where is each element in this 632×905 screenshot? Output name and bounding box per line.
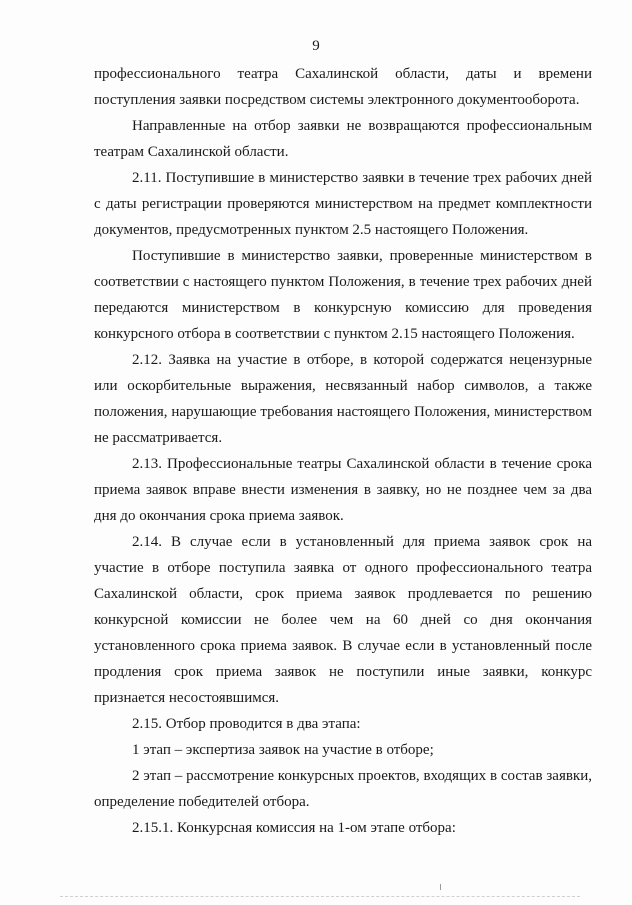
paragraph-2-15-1: 2.15.1. Конкурсная комиссия на 1-ом этапе отбора: [132, 820, 456, 836]
paragraph-returned-applications: Направленные на отбор заявки не возвращаются профессиональным театрам Сахалинской области. [94, 118, 592, 160]
document-body [94, 61, 592, 841]
paragraph-stage-2: 2 этап – рассмотрение конкурсных проектов, входящих в состав заявки, определение победителей отбора. [94, 768, 592, 810]
paragraph-2-11: 2.11. Поступившие в министерство заявки в течение трех рабочих дней с даты регистрации проверяются министерством на предмет комплектности документов, предусмотренных пунктом 2.5 настоящего Положения. [94, 170, 592, 238]
paragraph-continuation: профессионального театра Сахалинской области, даты и времени поступления заявки посредством системы электронного документооборота. [94, 66, 592, 108]
scan-mark [440, 884, 441, 890]
paragraph-2-11-transfer: Поступившие в министерство заявки, проверенные министерством в соответствии с настоящего пунктом Положения, в течение трех рабочих дней передаются министерством в конкурсную комиссию для проведения конкурсного отбора в соответствии с пунктом 2.15 настоящего Положения. [94, 248, 592, 342]
scan-edge-line [60, 896, 580, 897]
paragraph-2-14: 2.14. В случае если в установленный для приема заявок срок на участие в отборе поступила заявка от одного профессионального театра Сахалинской области, срок приема заявок продлевается по решению конкурсной комиссии не более чем на 60 дней со дня окончания установленного срока приема заявок. В случае если в установленный после продления срок приема заявок не поступили иные заявки, конкурс признается несостоявшимся. [94, 534, 592, 706]
page-number: 9 [312, 38, 320, 54]
paragraph-stage-1: 1 этап – экспертиза заявок на участие в отборе; [132, 742, 434, 758]
paragraph-2-15: 2.15. Отбор проводится в два этапа: [132, 716, 361, 732]
paragraph-2-12: 2.12. Заявка на участие в отборе, в которой содержатся нецензурные или оскорбительные выражения, несвязанный набор символов, а также положения, нарушающие требования настоящего Положения, министерством не рассматривается. [94, 352, 592, 446]
paragraph-2-13: 2.13. Профессиональные театры Сахалинской области в течение срока приема заявок вправе внести изменения в заявку, но не позднее чем за два дня до окончания срока приема заявок. [94, 456, 592, 524]
